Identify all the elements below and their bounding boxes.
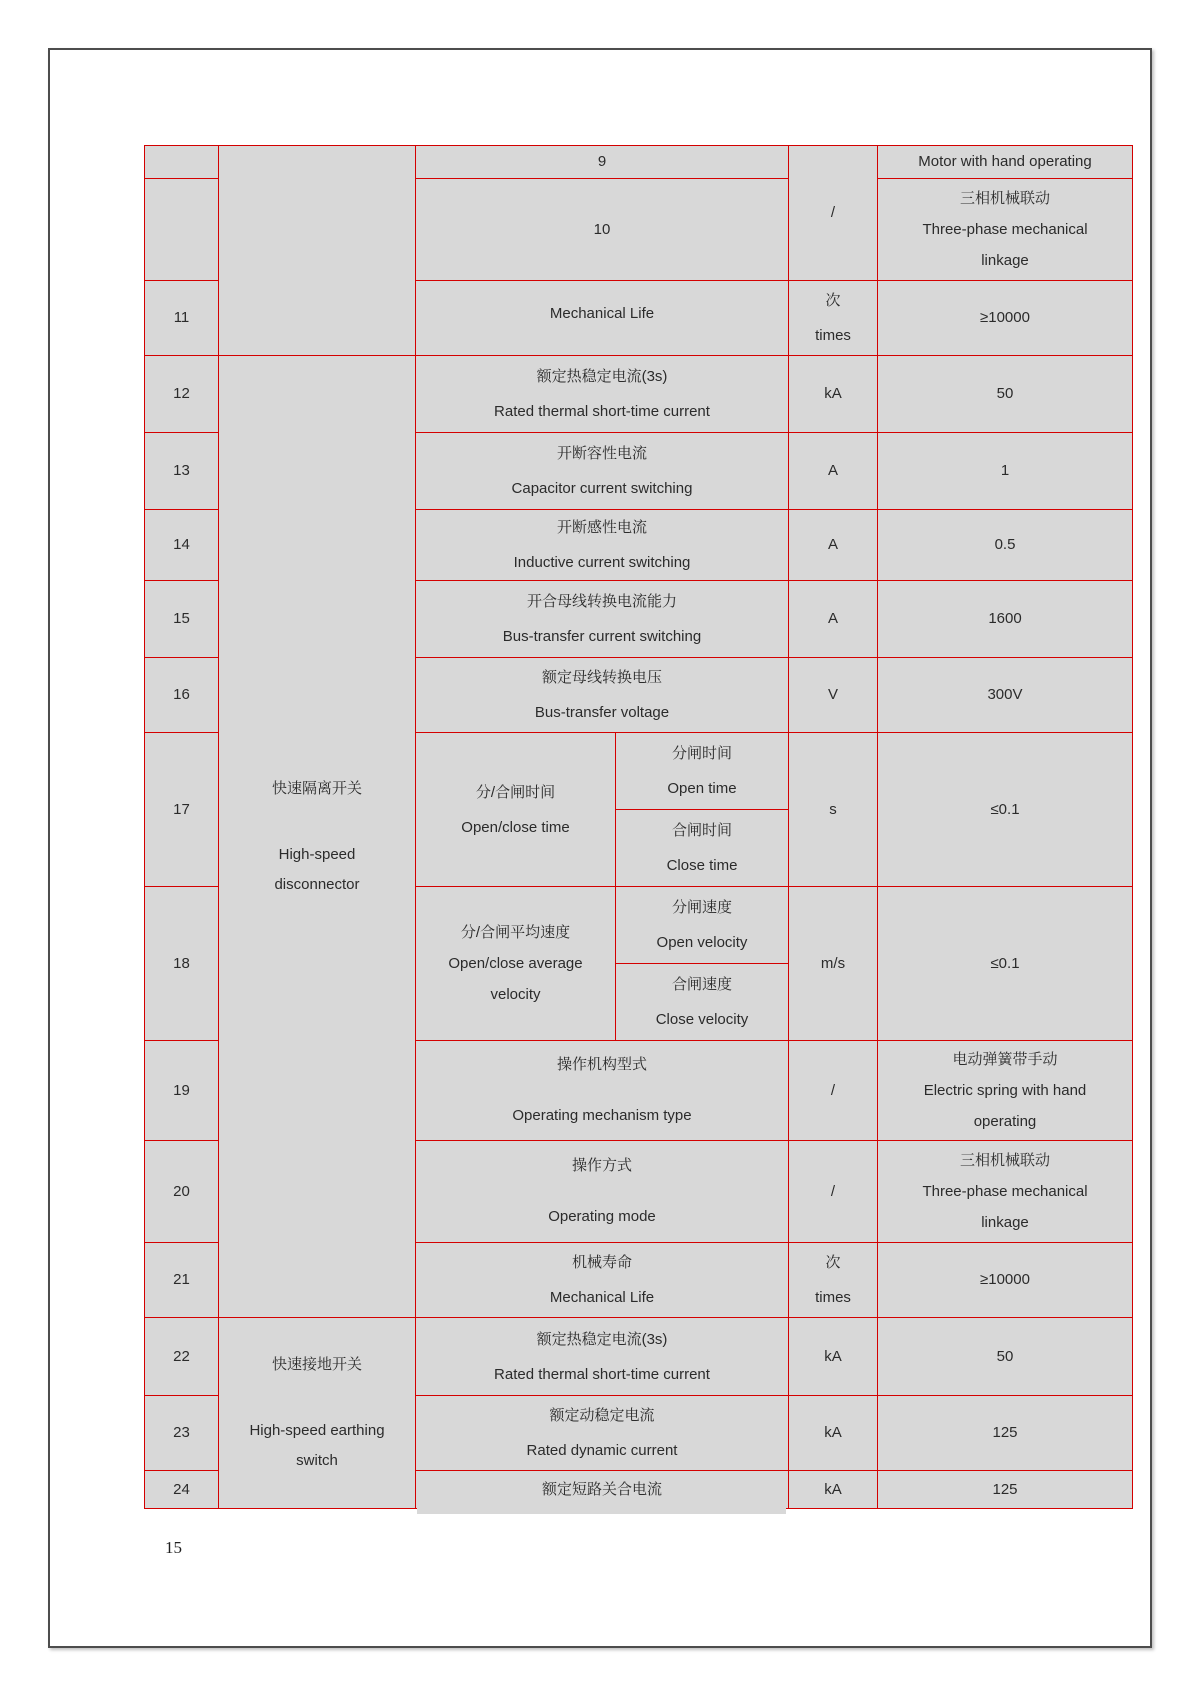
row10-value-zh: 三相机械联动 bbox=[959, 190, 1050, 207]
row19-param-zh: 操作机构型式 bbox=[556, 1056, 647, 1073]
row10-number-cell bbox=[145, 179, 219, 281]
row13-param-en: Capacitor current switching bbox=[511, 480, 693, 497]
row17-param-sub1-cell bbox=[616, 733, 789, 810]
row20-number-cell bbox=[145, 1141, 219, 1243]
row10-param: 10 bbox=[593, 220, 611, 238]
row14-unit-cell bbox=[789, 510, 878, 581]
row9-param: 9 bbox=[597, 153, 607, 170]
row12-unit: kA bbox=[824, 385, 842, 402]
row10-value-en2: linkage bbox=[981, 252, 1029, 269]
row9-10-unit-cell bbox=[789, 146, 878, 281]
row20-number: 20 bbox=[173, 1182, 190, 1200]
row15-param-cell bbox=[416, 581, 789, 658]
row17-unit: s bbox=[829, 800, 837, 818]
category-earthing-en1: High-speed earthing bbox=[249, 1422, 385, 1439]
row23-param-en: Rated dynamic current bbox=[526, 1442, 678, 1459]
row13-unit-cell bbox=[789, 433, 878, 510]
row24-number-cell bbox=[145, 1471, 219, 1509]
row17-param-main-zh: 分/合闸时间 bbox=[475, 783, 556, 801]
row11-param-en: Mechanical Life bbox=[549, 304, 655, 322]
row18-unit: m/s bbox=[820, 954, 846, 972]
row16-unit-cell bbox=[789, 658, 878, 733]
row14-param-zh: 开断感性电流 bbox=[556, 519, 647, 536]
row14-value: 0.5 bbox=[994, 536, 1016, 553]
row9-value-cell bbox=[878, 146, 1133, 179]
row11-unit-cell bbox=[789, 281, 878, 356]
row19-param-en: Operating mechanism type bbox=[512, 1107, 692, 1124]
row15-unit-cell bbox=[789, 581, 878, 658]
row18-param-main-zh: 分/合闸平均速度 bbox=[460, 924, 571, 941]
row18-number: 18 bbox=[173, 954, 190, 972]
row16-param-zh: 额定母线转换电压 bbox=[541, 669, 662, 686]
row18-param-sub1-cell bbox=[616, 887, 789, 964]
row10-value-en1: Three-phase mechanical bbox=[922, 221, 1088, 238]
row18-number-cell bbox=[145, 887, 219, 1041]
row14-param-cell bbox=[416, 510, 789, 581]
row11-value-cell bbox=[878, 281, 1133, 356]
row17-sub2-en: Close time bbox=[666, 857, 738, 874]
row18-sub2-en: Close velocity bbox=[655, 1011, 749, 1028]
row13-value: 1 bbox=[1000, 462, 1010, 479]
row19-number: 19 bbox=[173, 1081, 190, 1099]
row11-unit-zh: 次 bbox=[825, 292, 841, 309]
category-cell-empty bbox=[219, 146, 416, 356]
row13-number-cell bbox=[145, 433, 219, 510]
row13-param-cell bbox=[416, 433, 789, 510]
row17-sub1-zh: 分闸时间 bbox=[671, 745, 732, 762]
row22-param-zh: 额定热稳定电流(3s) bbox=[536, 1330, 668, 1348]
row13-unit: A bbox=[827, 462, 838, 479]
row17-sub2-zh: 合闸时间 bbox=[671, 822, 732, 839]
category-disconnector-en2: disconnector bbox=[274, 875, 360, 893]
row20-value-zh: 三相机械联动 bbox=[959, 1152, 1050, 1169]
row15-value-cell bbox=[878, 581, 1133, 658]
category-disconnector-en1: High-speed bbox=[278, 845, 356, 863]
row23-param-cell bbox=[416, 1396, 789, 1471]
row10-value-cell bbox=[878, 179, 1133, 281]
category-cell-disconnector bbox=[219, 356, 416, 1318]
row9-10-unit: / bbox=[830, 204, 836, 221]
row14-value-cell bbox=[878, 510, 1133, 581]
row19-param-cell bbox=[416, 1041, 789, 1141]
row17-sub1-en: Open time bbox=[667, 780, 737, 797]
row16-value: 300V bbox=[987, 686, 1023, 703]
row12-param-zh: 额定热稳定电流(3s) bbox=[536, 368, 668, 385]
row16-param-cell bbox=[416, 658, 789, 733]
row14-unit: A bbox=[827, 536, 838, 553]
row21-number-cell bbox=[145, 1243, 219, 1318]
row22-value-cell bbox=[878, 1318, 1133, 1396]
page-number: 15 bbox=[165, 1538, 182, 1557]
row16-value-cell bbox=[878, 658, 1133, 733]
row15-number-cell bbox=[145, 581, 219, 658]
row23-value: 125 bbox=[992, 1424, 1018, 1441]
row20-value-en2: linkage bbox=[981, 1214, 1029, 1231]
row11-number: 11 bbox=[173, 309, 190, 326]
row13-value-cell bbox=[878, 433, 1133, 510]
row16-number: 16 bbox=[173, 686, 190, 703]
row20-param-cell bbox=[416, 1141, 789, 1243]
row18-sub2-zh: 合闸速度 bbox=[671, 976, 732, 993]
row12-unit-cell bbox=[789, 356, 878, 433]
row24-unit-cell bbox=[789, 1471, 878, 1509]
category-earthing-zh: 快速接地开关 bbox=[271, 1356, 362, 1373]
row19-value-en1: Electric spring with hand bbox=[923, 1082, 1087, 1099]
row22-unit-cell bbox=[789, 1318, 878, 1396]
row19-unit-cell bbox=[789, 1041, 878, 1141]
row19-value-zh: 电动弹簧带手动 bbox=[952, 1051, 1058, 1068]
row16-unit: V bbox=[827, 686, 838, 703]
row20-unit: / bbox=[830, 1182, 836, 1200]
row15-number: 15 bbox=[173, 610, 190, 627]
row11-param-cell bbox=[416, 281, 789, 356]
row20-param-zh: 操作方式 bbox=[571, 1157, 632, 1174]
row19-value-cell bbox=[878, 1041, 1133, 1141]
row15-unit: A bbox=[827, 610, 838, 627]
table-row bbox=[145, 146, 1133, 179]
row13-number: 13 bbox=[173, 462, 190, 479]
row19-value-en2: operating bbox=[973, 1113, 1037, 1130]
row17-param-main-en: Open/close time bbox=[461, 818, 570, 836]
spec-table bbox=[144, 145, 1133, 1509]
row23-value-cell bbox=[878, 1396, 1133, 1471]
row18-param-main-en2: velocity bbox=[490, 986, 541, 1003]
row12-value: 50 bbox=[996, 385, 1014, 402]
table-row bbox=[145, 1318, 1133, 1396]
row18-sub1-en: Open velocity bbox=[656, 934, 748, 951]
row22-param-cell bbox=[416, 1318, 789, 1396]
row23-unit: kA bbox=[824, 1424, 842, 1441]
row18-value-cell bbox=[878, 887, 1133, 1041]
row9-value: Motor with hand operating bbox=[918, 153, 1092, 170]
row24-param-zh: 额定短路关合电流 bbox=[541, 1480, 662, 1498]
row15-param-en: Bus-transfer current switching bbox=[502, 628, 702, 645]
row24-param-cell bbox=[416, 1471, 789, 1509]
row9-number-cell bbox=[145, 146, 219, 179]
table-cutoff-continuation bbox=[417, 1506, 786, 1514]
row17-param-sub2-cell bbox=[616, 810, 789, 887]
category-cell-earthing bbox=[219, 1318, 416, 1509]
row21-param-cell bbox=[416, 1243, 789, 1318]
row16-number-cell bbox=[145, 658, 219, 733]
row21-param-en: Mechanical Life bbox=[549, 1289, 655, 1306]
row12-param-en: Rated thermal short-time current bbox=[494, 403, 710, 420]
row24-value: 125 bbox=[992, 1480, 1018, 1498]
row11-number-cell bbox=[145, 281, 219, 356]
row21-unit-en: times bbox=[815, 1289, 851, 1306]
row20-param-en: Operating mode bbox=[548, 1208, 656, 1225]
row22-number-cell bbox=[145, 1318, 219, 1396]
row23-number-cell bbox=[145, 1396, 219, 1471]
row21-unit-zh: 次 bbox=[825, 1254, 841, 1271]
row21-number: 21 bbox=[173, 1271, 190, 1288]
row20-value-en1: Three-phase mechanical bbox=[922, 1183, 1088, 1200]
row22-value: 50 bbox=[996, 1347, 1014, 1365]
row24-unit: kA bbox=[824, 1480, 842, 1498]
row18-param-main-cell bbox=[416, 887, 616, 1041]
row15-param-zh: 开合母线转换电流能力 bbox=[526, 593, 677, 610]
row14-param-en: Inductive current switching bbox=[513, 554, 691, 571]
row14-number-cell bbox=[145, 510, 219, 581]
row22-unit: kA bbox=[824, 1347, 842, 1365]
row22-number: 22 bbox=[173, 1347, 190, 1365]
row11-unit-en: times bbox=[815, 327, 851, 344]
row19-unit: / bbox=[830, 1081, 836, 1099]
row20-value-cell bbox=[878, 1141, 1133, 1243]
row23-number: 23 bbox=[173, 1424, 190, 1441]
row24-number: 24 bbox=[173, 1480, 190, 1498]
row19-number-cell bbox=[145, 1041, 219, 1141]
row12-number: 12 bbox=[173, 385, 190, 402]
row22-param-en: Rated thermal short-time current bbox=[494, 1365, 710, 1383]
row11-value: ≥10000 bbox=[980, 309, 1030, 326]
row14-number: 14 bbox=[173, 536, 190, 553]
row18-unit-cell bbox=[789, 887, 878, 1041]
row18-value: ≤0.1 bbox=[990, 954, 1020, 972]
row15-value: 1600 bbox=[988, 610, 1022, 627]
row17-value-cell bbox=[878, 733, 1133, 887]
table-row bbox=[145, 356, 1133, 433]
row23-param-zh: 额定动稳定电流 bbox=[549, 1407, 655, 1424]
row18-param-sub2-cell bbox=[616, 964, 789, 1041]
row20-unit-cell bbox=[789, 1141, 878, 1243]
row16-param-en: Bus-transfer voltage bbox=[534, 704, 670, 721]
row21-unit-cell bbox=[789, 1243, 878, 1318]
row24-value-cell bbox=[878, 1471, 1133, 1509]
row17-value: ≤0.1 bbox=[990, 800, 1020, 818]
row17-number-cell bbox=[145, 733, 219, 887]
row12-value-cell bbox=[878, 356, 1133, 433]
row23-unit-cell bbox=[789, 1396, 878, 1471]
row17-number: 17 bbox=[173, 800, 190, 818]
row9-param-cell bbox=[416, 146, 789, 179]
row12-number-cell bbox=[145, 356, 219, 433]
row12-param-cell bbox=[416, 356, 789, 433]
row21-value: ≥10000 bbox=[980, 1271, 1030, 1288]
row21-value-cell bbox=[878, 1243, 1133, 1318]
row18-sub1-zh: 分闸速度 bbox=[671, 899, 732, 916]
category-disconnector-zh: 快速隔离开关 bbox=[271, 779, 362, 797]
category-earthing-en2: switch bbox=[296, 1452, 338, 1469]
row13-param-zh: 开断容性电流 bbox=[556, 445, 647, 462]
row17-param-main-cell bbox=[416, 733, 616, 887]
row21-param-zh: 机械寿命 bbox=[571, 1254, 632, 1271]
row10-param-cell bbox=[416, 179, 789, 281]
row17-unit-cell bbox=[789, 733, 878, 887]
row18-param-main-en1: Open/close average bbox=[448, 955, 583, 972]
